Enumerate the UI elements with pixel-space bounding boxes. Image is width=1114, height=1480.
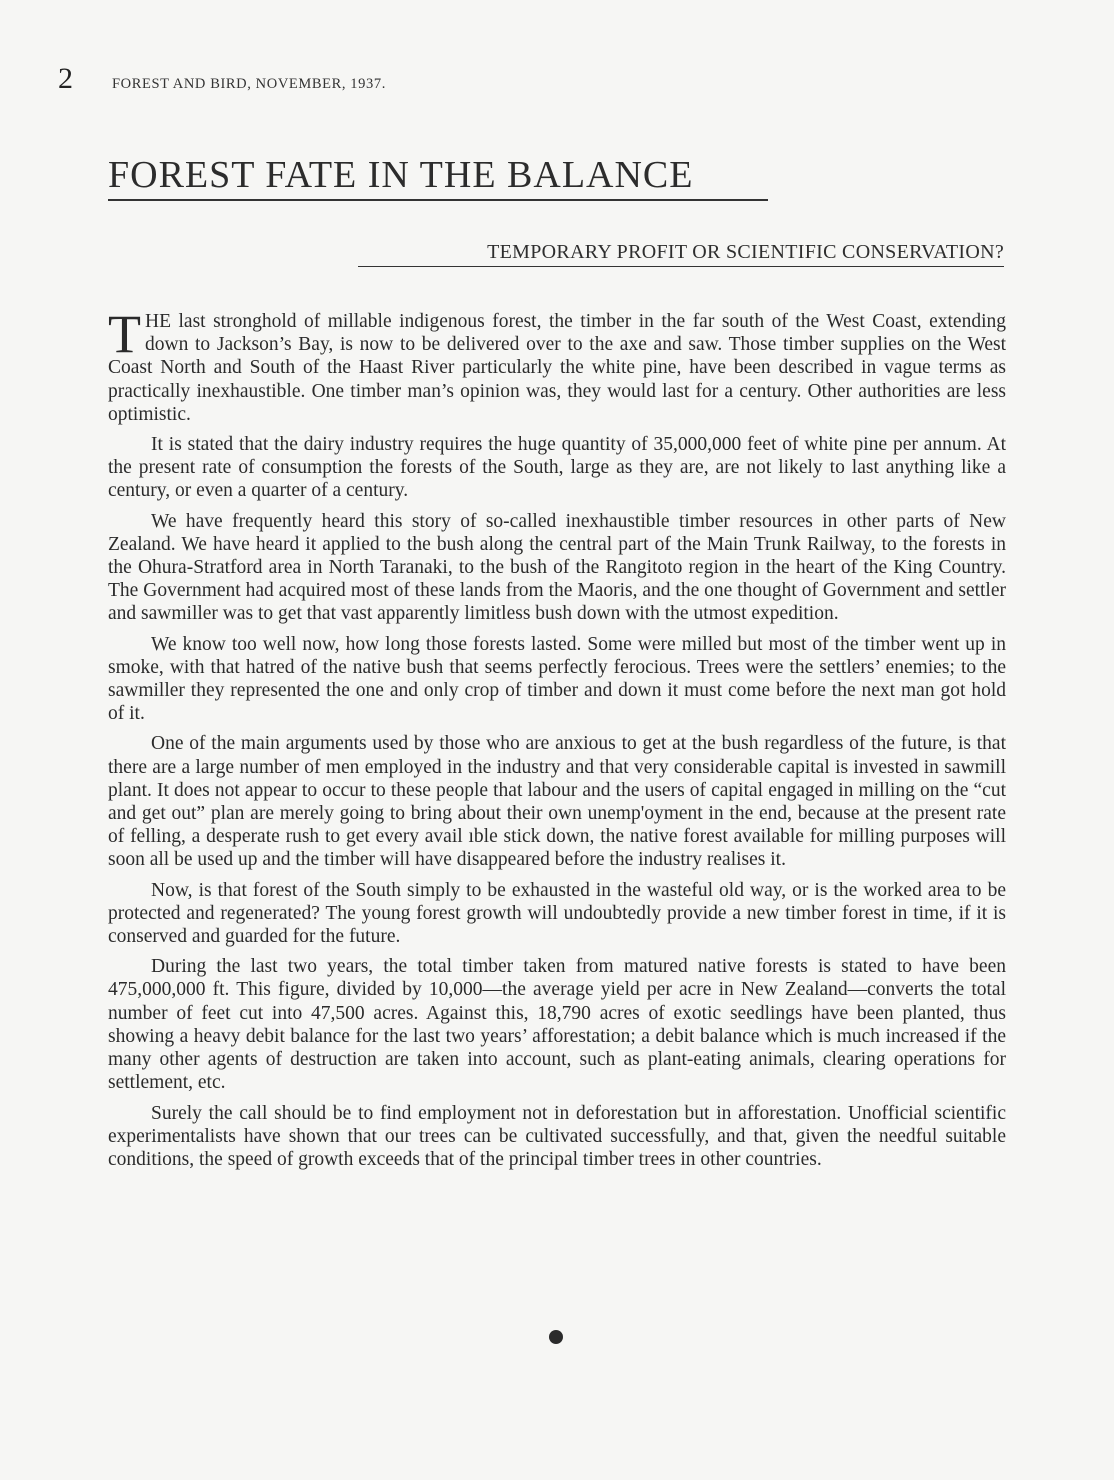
paragraph-1 <box>108 304 1006 426</box>
drop-cap: T <box>108 304 141 364</box>
paragraph-1-text: HE last stronghold of millable indigenous forest, the timber in the far south of the West Coast, extending down to Jackson’s Bay, is now to be delivered over to the axe and saw. Those timber supplies on the West Coast North and South of the Haast River particularly the white pine, have been described in vague terms as practically inexhaustible. One timber man’s opinion was, they would last for a century. Other authorities are less optimistic. <box>108 311 1006 425</box>
paragraph-2: It is stated that the dairy industry requires the huge quantity of 35,000,000 feet of white pine per annum. At the present rate of consumption the forests of the South, large as they are, are not likely to last anything like a century, or even a quarter of a century. <box>108 434 1006 502</box>
article-subtitle: TEMPORARY PROFIT OR SCIENTIFIC CONSERVATION? <box>487 241 1004 263</box>
paragraph-3: We have frequently heard this story of so-called inexhaustible timber resources in other parts of New Zealand. We have heard it applied to the bush along the central part of the Main Trunk Railway, to the forests in the Ohura-Stratford area in North Taranaki, to the bush of the Rangitoto region in the heart of the King Country. The Government had acquired most of these lands from the Maoris, and the one thought of Government and settler and sawmiller was to get that vast apparently limitless bush down with the utmost expedition. <box>108 510 1006 625</box>
article-body <box>108 304 1006 1178</box>
paragraph-6: Now, is that forest of the South simply to be exhausted in the wasteful old way, or is the worked area to be protected and regenerated? The young forest growth will undoubtedly provide a new timber forest in time, if it is conserved and guarded for the future. <box>108 879 1006 948</box>
subtitle-underline <box>358 266 1004 267</box>
paragraph-7: During the last two years, the total timber taken from matured native forests is stated to have been 475,000,000 ft. This figure, divided by 10,000—the average yield per acre in New Zealand—converts the total number of feet cut into 47,500 acres. Against this, 18,790 acres of exotic seedlings have been planted, thus showing a heavy debit balance for the last two years’ afforestation; a debit balance which is much increased if the many other agents of destruction are taken into account, such as plant-eating animals, clearing operations for settlement, etc. <box>108 956 1006 1094</box>
paragraph-8: Surely the call should be to find employment not in deforestation but in afforestation. Unofficial scientific experimentalists have shown that our trees can be cultivated successfully, and that, given the needful suitable conditions, the speed of growth exceeds that of the principal timber trees in other countries. <box>108 1102 1006 1170</box>
paragraph-5: One of the main arguments used by those who are anxious to get at the bush regardless of the future, is that there are a large number of men employed in the industry and that very considerable capital is invested in sawmill plant. It does not appear to occur to these people that labour and the users of capital engaged in milling on the “cut and get out” plan are merely going to bring about their own unemp'oyment in the end, because at the present rate of felling, a desperate rush to get every avail ıble stick down, the native forest available for milling purposes will soon all be used up and the timber will have disappeared before the industry realises it. <box>108 733 1006 871</box>
end-bullet-ornament <box>549 1330 563 1344</box>
page-number: 2 <box>58 62 73 95</box>
running-head: FOREST AND BIRD, NOVEMBER, 1937. <box>112 76 386 92</box>
title-underline <box>108 199 768 201</box>
paragraph-4: We know too well now, how long those forests lasted. Some were milled but most of the timber went up in smoke, with that hatred of the native bush that seems perfectly ferocious. Trees were the settlers’ enemies; to the sawmiller they represented the one and only crop of timber and down it must come before the next man got hold of it. <box>108 633 1006 725</box>
article-title: FOREST FATE IN THE BALANCE <box>108 154 694 196</box>
